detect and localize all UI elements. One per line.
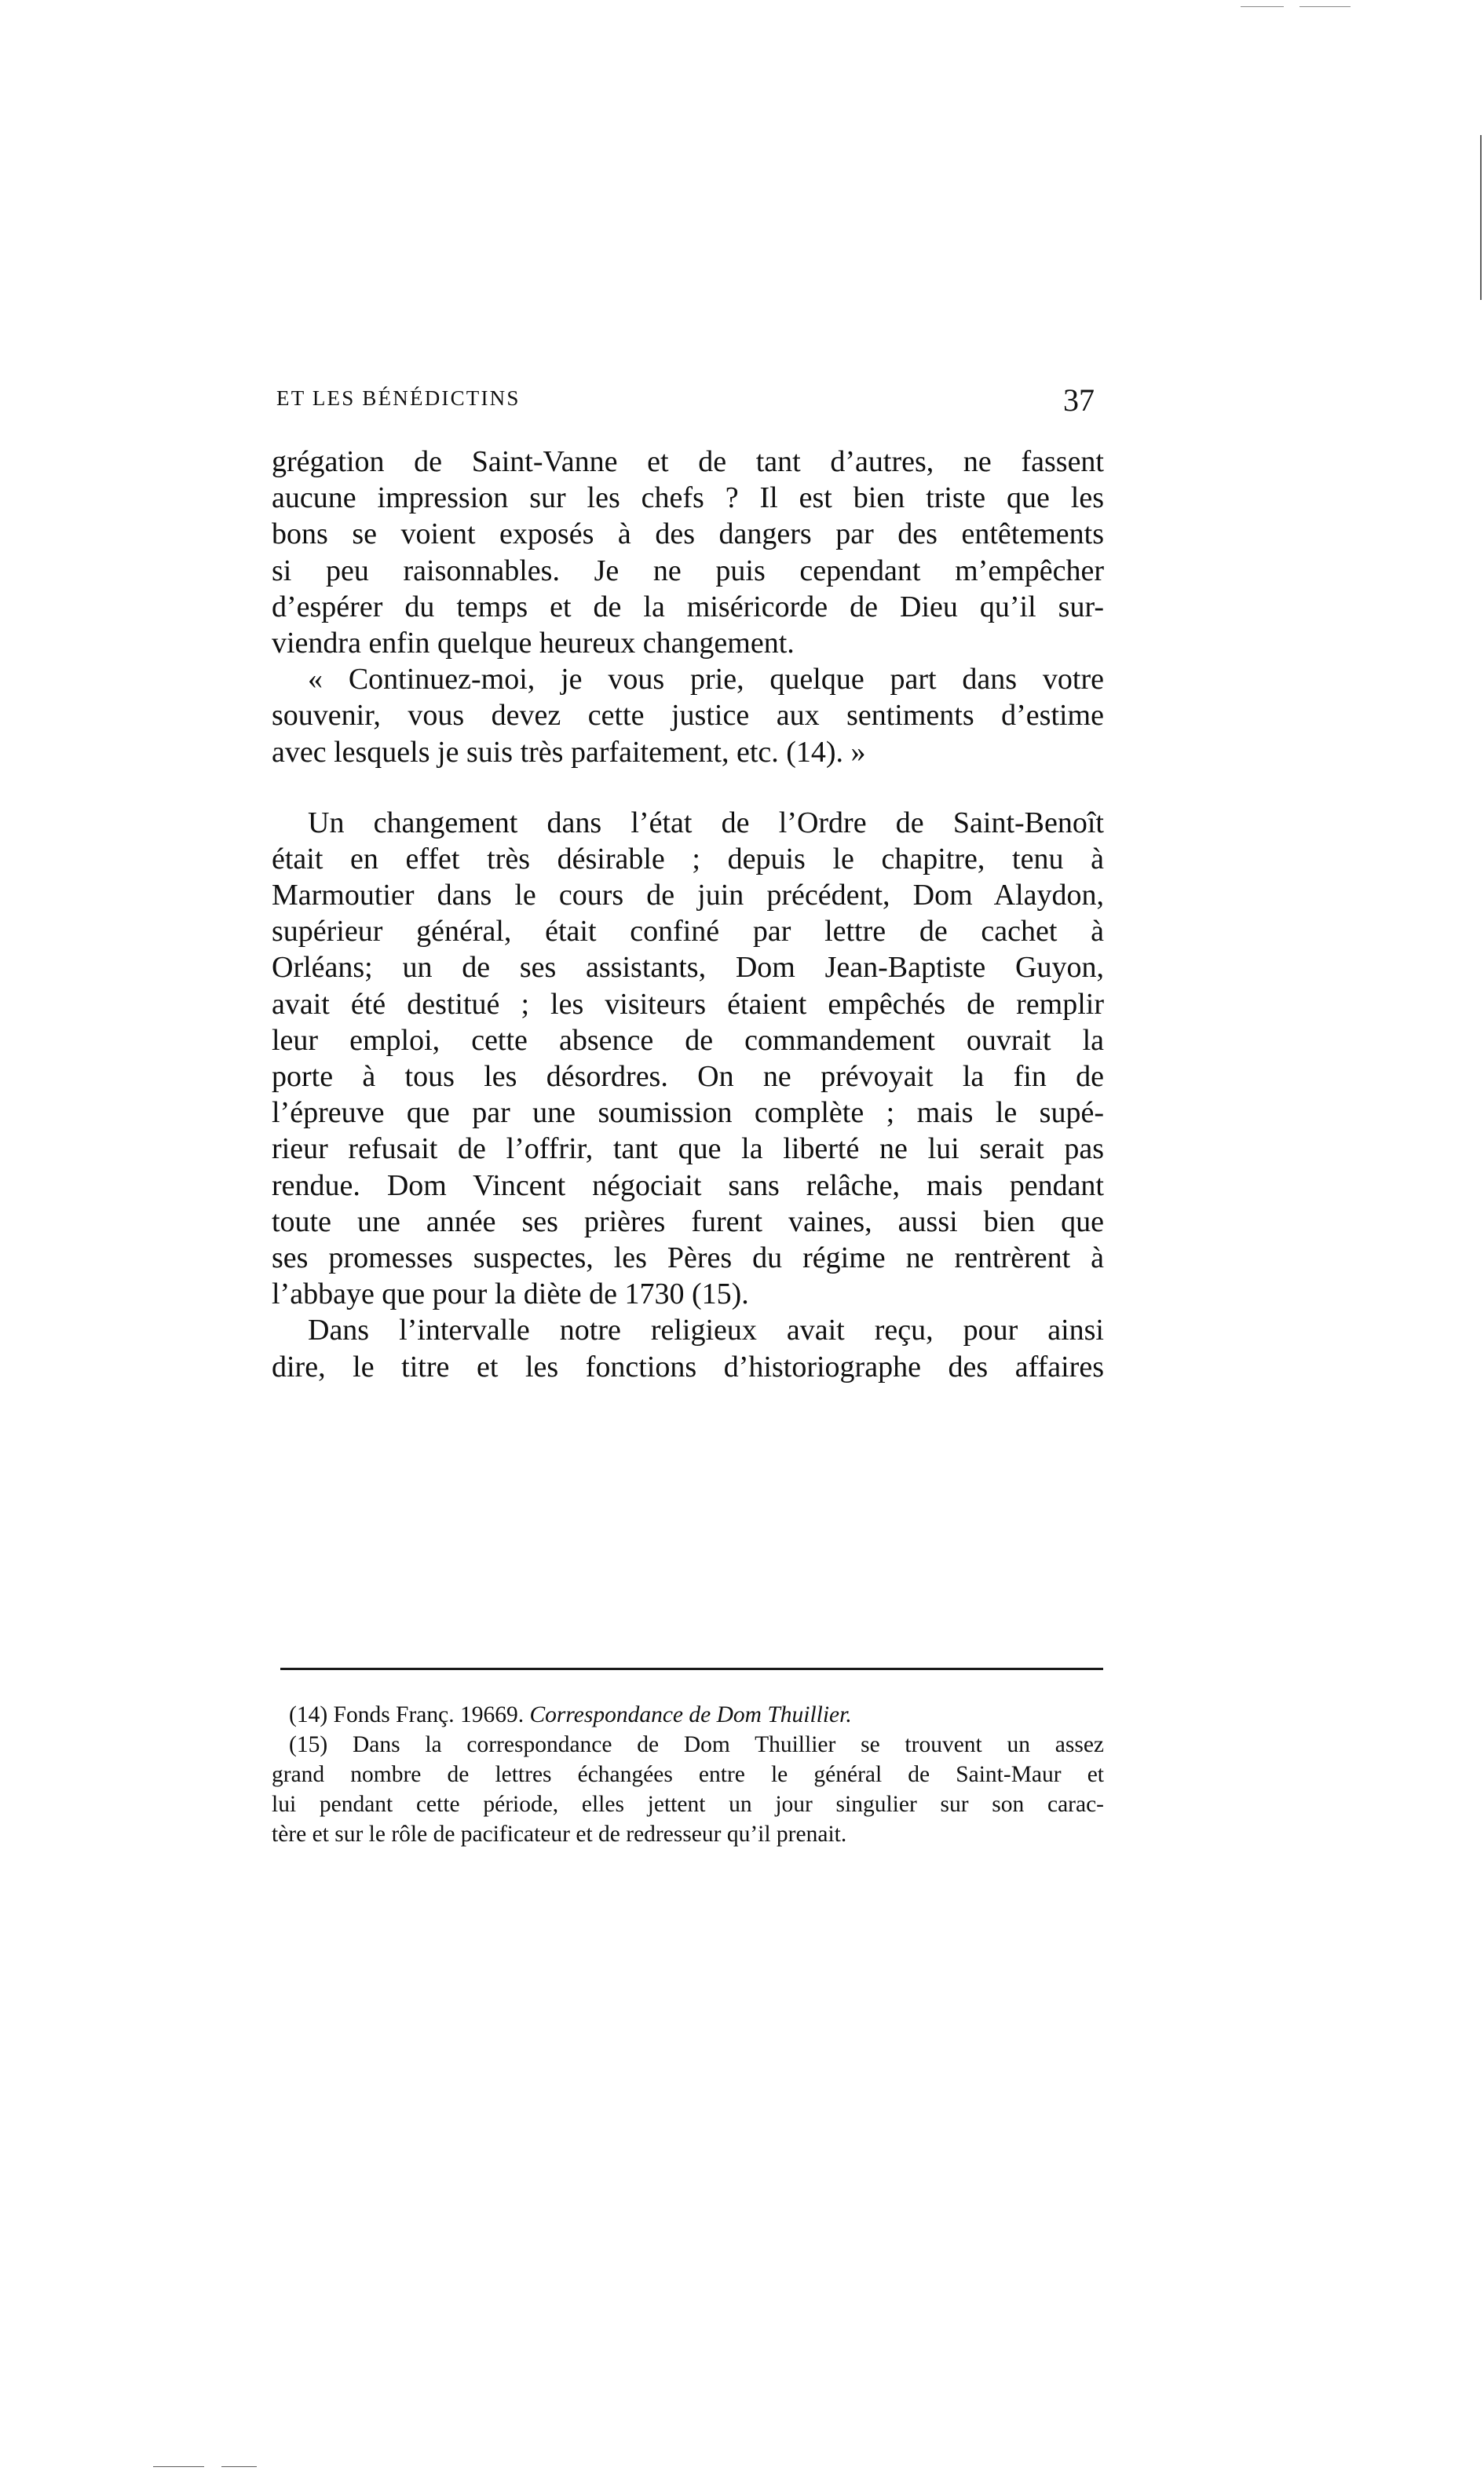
footnote-marker: (14) <box>289 1702 328 1727</box>
footnote-source: Fonds Franç. 19669. <box>333 1702 525 1727</box>
text-line: Marmoutier dans le cours de juin précédent, Dom Alaydon, <box>272 879 1104 912</box>
text-line: avec lesquels je suis très parfaitement, etc. (14). » <box>272 735 866 769</box>
text-line: ses promesses suspectes, les Pères du régime ne rentrèrent à <box>272 1241 1104 1274</box>
text-line: grégation de Saint-Vanne et de tant d’autres, ne fassent <box>272 445 1104 478</box>
scan-edge-mark <box>1299 6 1351 7</box>
text-line: leur emploi, cette absence de commandement ouvrait la <box>272 1023 1104 1057</box>
text-line: avait été destitué ; les visiteurs étaient empêchés de remplir <box>272 987 1104 1021</box>
text-line: était en effet très désirable ; depuis le chapitre, tenu à <box>272 842 1104 875</box>
text-line: Dans l’intervalle notre religieux avait reçu, pour ainsi <box>308 1314 1104 1347</box>
scan-edge-mark <box>1480 135 1482 300</box>
text-line: dire, le titre et les fonctions d’historiographe des affaires <box>272 1350 1104 1384</box>
paragraph-spacer <box>272 770 1104 805</box>
footnote-text: Dans la correspondance de Dom Thuillier se trouvent un assez <box>352 1732 1105 1757</box>
text-line: viendra enfin quelque heureux changement. <box>272 626 795 660</box>
text-line: souvenir, vous devez cette justice aux sentiments d’estime <box>272 699 1104 733</box>
text-line: Orléans; un de ses assistants, Dom Jean-Baptiste Guyon, <box>272 951 1104 985</box>
page-number: 37 <box>1063 382 1095 418</box>
scan-edge-mark <box>153 2466 204 2467</box>
footnote-line: grand nombre de lettres échangées entre le général de Saint-Maur et <box>272 1762 1104 1787</box>
footnote-marker: (15) <box>289 1732 328 1757</box>
scan-edge-mark <box>221 2466 257 2467</box>
footnotes <box>272 1700 1104 1849</box>
text-line: « Continuez-moi, je vous prie, quelque part dans votre <box>308 663 1104 696</box>
footnote-line: lui pendant cette période, elles jettent un jour singulier sur son carac- <box>272 1792 1104 1817</box>
footnote-line <box>272 1700 1104 1730</box>
footnote-line: tère et sur le rôle de pacificateur et de redresseur qu’il prenait. <box>272 1822 847 1847</box>
paragraph <box>272 444 1104 661</box>
scan-edge-mark <box>1241 6 1284 7</box>
text-line: aucune impression sur les chefs ? Il est bien triste que les <box>272 481 1104 515</box>
paragraph <box>272 1312 1104 1384</box>
text-line: porte à tous les désordres. On ne prévoyait la fin de <box>272 1060 1104 1093</box>
text-line: d’espérer du temps et de la miséricorde de Dieu qu’il sur- <box>272 590 1104 623</box>
paragraph-quote-closing <box>272 661 1104 770</box>
body-text <box>272 444 1104 1385</box>
paragraph <box>272 805 1104 1313</box>
running-title: ET LES BÉNÉDICTINS <box>276 386 521 410</box>
text-line: rendue. Dom Vincent négociait sans relâche, mais pendant <box>272 1168 1104 1202</box>
footnote-source-title: Correspondance de Dom Thuillier. <box>529 1702 852 1727</box>
footnote-14 <box>272 1700 1104 1730</box>
footnote-15 <box>272 1730 1104 1849</box>
text-line: bons se voient exposés à des dangers par des entêtements <box>272 517 1104 551</box>
text-line: si peu raisonnables. Je ne puis cependant m’empêcher <box>272 554 1104 587</box>
text-line: supérieur général, était confiné par lettre de cachet à <box>272 915 1104 949</box>
footnote-separator-rule <box>280 1668 1103 1670</box>
text-line: rieur refusait de l’offrir, tant que la liberté ne lui serait pas <box>272 1132 1104 1166</box>
text-line: Un changement dans l’état de l’Ordre de Saint-Benoît <box>308 806 1104 839</box>
text-line: l’épreuve que par une soumission complète ; mais le supé- <box>272 1096 1104 1130</box>
text-line: toute une année ses prières furent vaines, aussi bien que <box>272 1204 1104 1238</box>
text-line: l’abbaye que pour la diète de 1730 (15). <box>272 1278 749 1311</box>
footnote-line <box>272 1730 1104 1760</box>
